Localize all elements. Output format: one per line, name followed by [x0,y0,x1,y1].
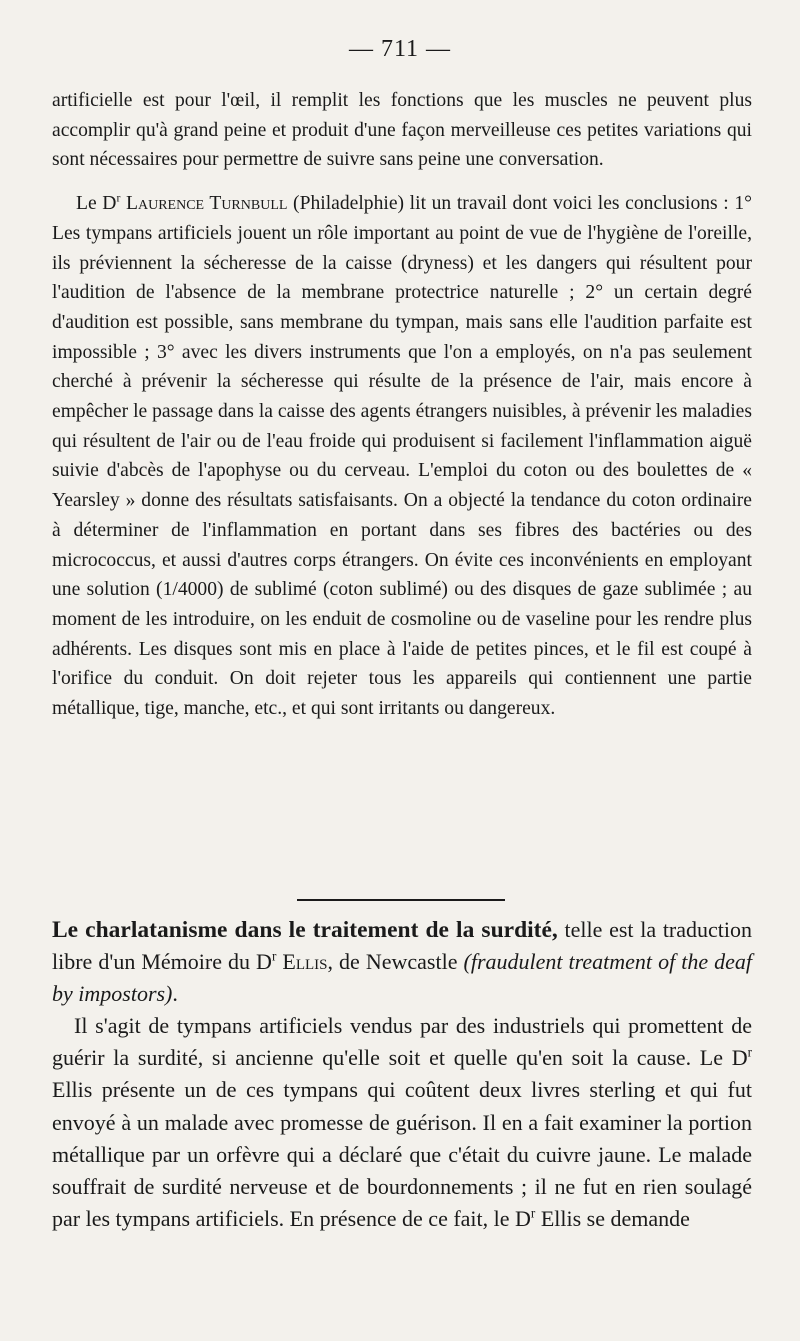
paragraph-turnbull [52,189,752,724]
section-intro-text-1: telle est la traduction libre d'un Mémoire du D [52,917,753,975]
section-intro-sup: r [271,948,277,964]
section-body-sup-1: r [747,1045,752,1061]
section-heading: Le charlatanisme dans le traitement de la surdité, [52,917,558,943]
doctor-title-sup: r [116,191,121,205]
section-intro-text-2: , de Newcastle [327,949,464,975]
section-body-text-3: Ellis se demande [535,1205,690,1231]
author-name: Laurence Turnbull [126,193,288,215]
paragraph-turnbull-text: (Philadelphie) lit un travail dont voici les conclusions : 1° Les tympans artificiels jouent un rôle important au point de vue de l'hygiène de l'oreille, ils préviennent la sécheresse de la caisse (dryness) et les dangers qui résultent pour l'audition de l'absence de la membrane protectrice naturelle ; 2° un certain degré d'audition est possible, sans membrane du tympan, mais sans elle l'audition parfaite est impossible ; 3° avec les divers instruments que l'on a employés, on n'a pas seulement cherché à prévenir la sécheresse qui résulte de la présence de l'air, mais encore à empêcher le passage dans la caisse des agents étrangers nuisibles, à prévenir les maladies qui résultent de l'air ou de l'eau froide qui produisent si facilement l'inflammation aiguë suivie d'abcès de l'apophyse ou du cerveau. L'emploi du coton ou des boulettes de « Yearsley » donne des résultats satisfaisants. On a objecté la tendance du coton ordinaire à déterminer de l'inflammation en portant dans ses fibres des bactéries ou des micrococcus, et aussi d'autres corps étrangers. On évite ces inconvénients en employant une solution (1/4000) de sublimé (coton sublimé) ou des disques de gaze sublimée ; au moment de les introduire, on les enduit de cosmoline ou de vaseline pour les rendre plus adhérents. Les disques sont mis en place à l'aide de petites pinces, et le fil est coupé à l'orifice du conduit. On doit rejeter tous les appareils qui contiennent une partie métallique, tige, manche, etc., et qui sont irritants ou dangereux. [52,193,753,720]
section-english-title: (fraudulent treatment of the deaf by impostors) [52,949,753,1007]
section-divider [297,899,505,901]
section-charlatanisme [52,914,752,1235]
page-number: — 711 — [348,36,452,62]
section-intro-end: . [172,981,178,1007]
section-intro [52,914,752,1010]
section-body-text-1: Il s'agit de tympans artificiels vendus par des industriels qui promettent de guérir la surdité, si ancienne qu'elle soit et quelle qu'en soit la cause. Le D [52,1013,752,1071]
section-body [52,1010,752,1235]
section-body-sup-2: r [530,1205,536,1221]
section-intro-author: Ellis [282,949,328,975]
section-body-text-2: Ellis présente un de ces tympans qui coûtent deux livres sterling et qui fut envoyé à un malade avec promesse de guérison. Il en a fait examiner la portion métallique par un orfèvre qui a déclaré que c'était du cuivre jaune. Le malade souffrait de surdité nerveuse et de bourdonnements ; il ne fut en rien soulagé par les tympans artificiels. En présence de ce fait, le D [52,1077,752,1231]
article-body [52,86,752,724]
paragraph-continuation: artificielle est pour l'œil, il remplit les fonctions que les muscles ne peuvent plus accomplir qu'à grand peine et produit d'une façon merveilleuse ces petites variations qui sont nécessaires pour permettre de suivre sans peine une conversation. [52,90,752,171]
doctor-prefix: Le D [76,193,117,215]
